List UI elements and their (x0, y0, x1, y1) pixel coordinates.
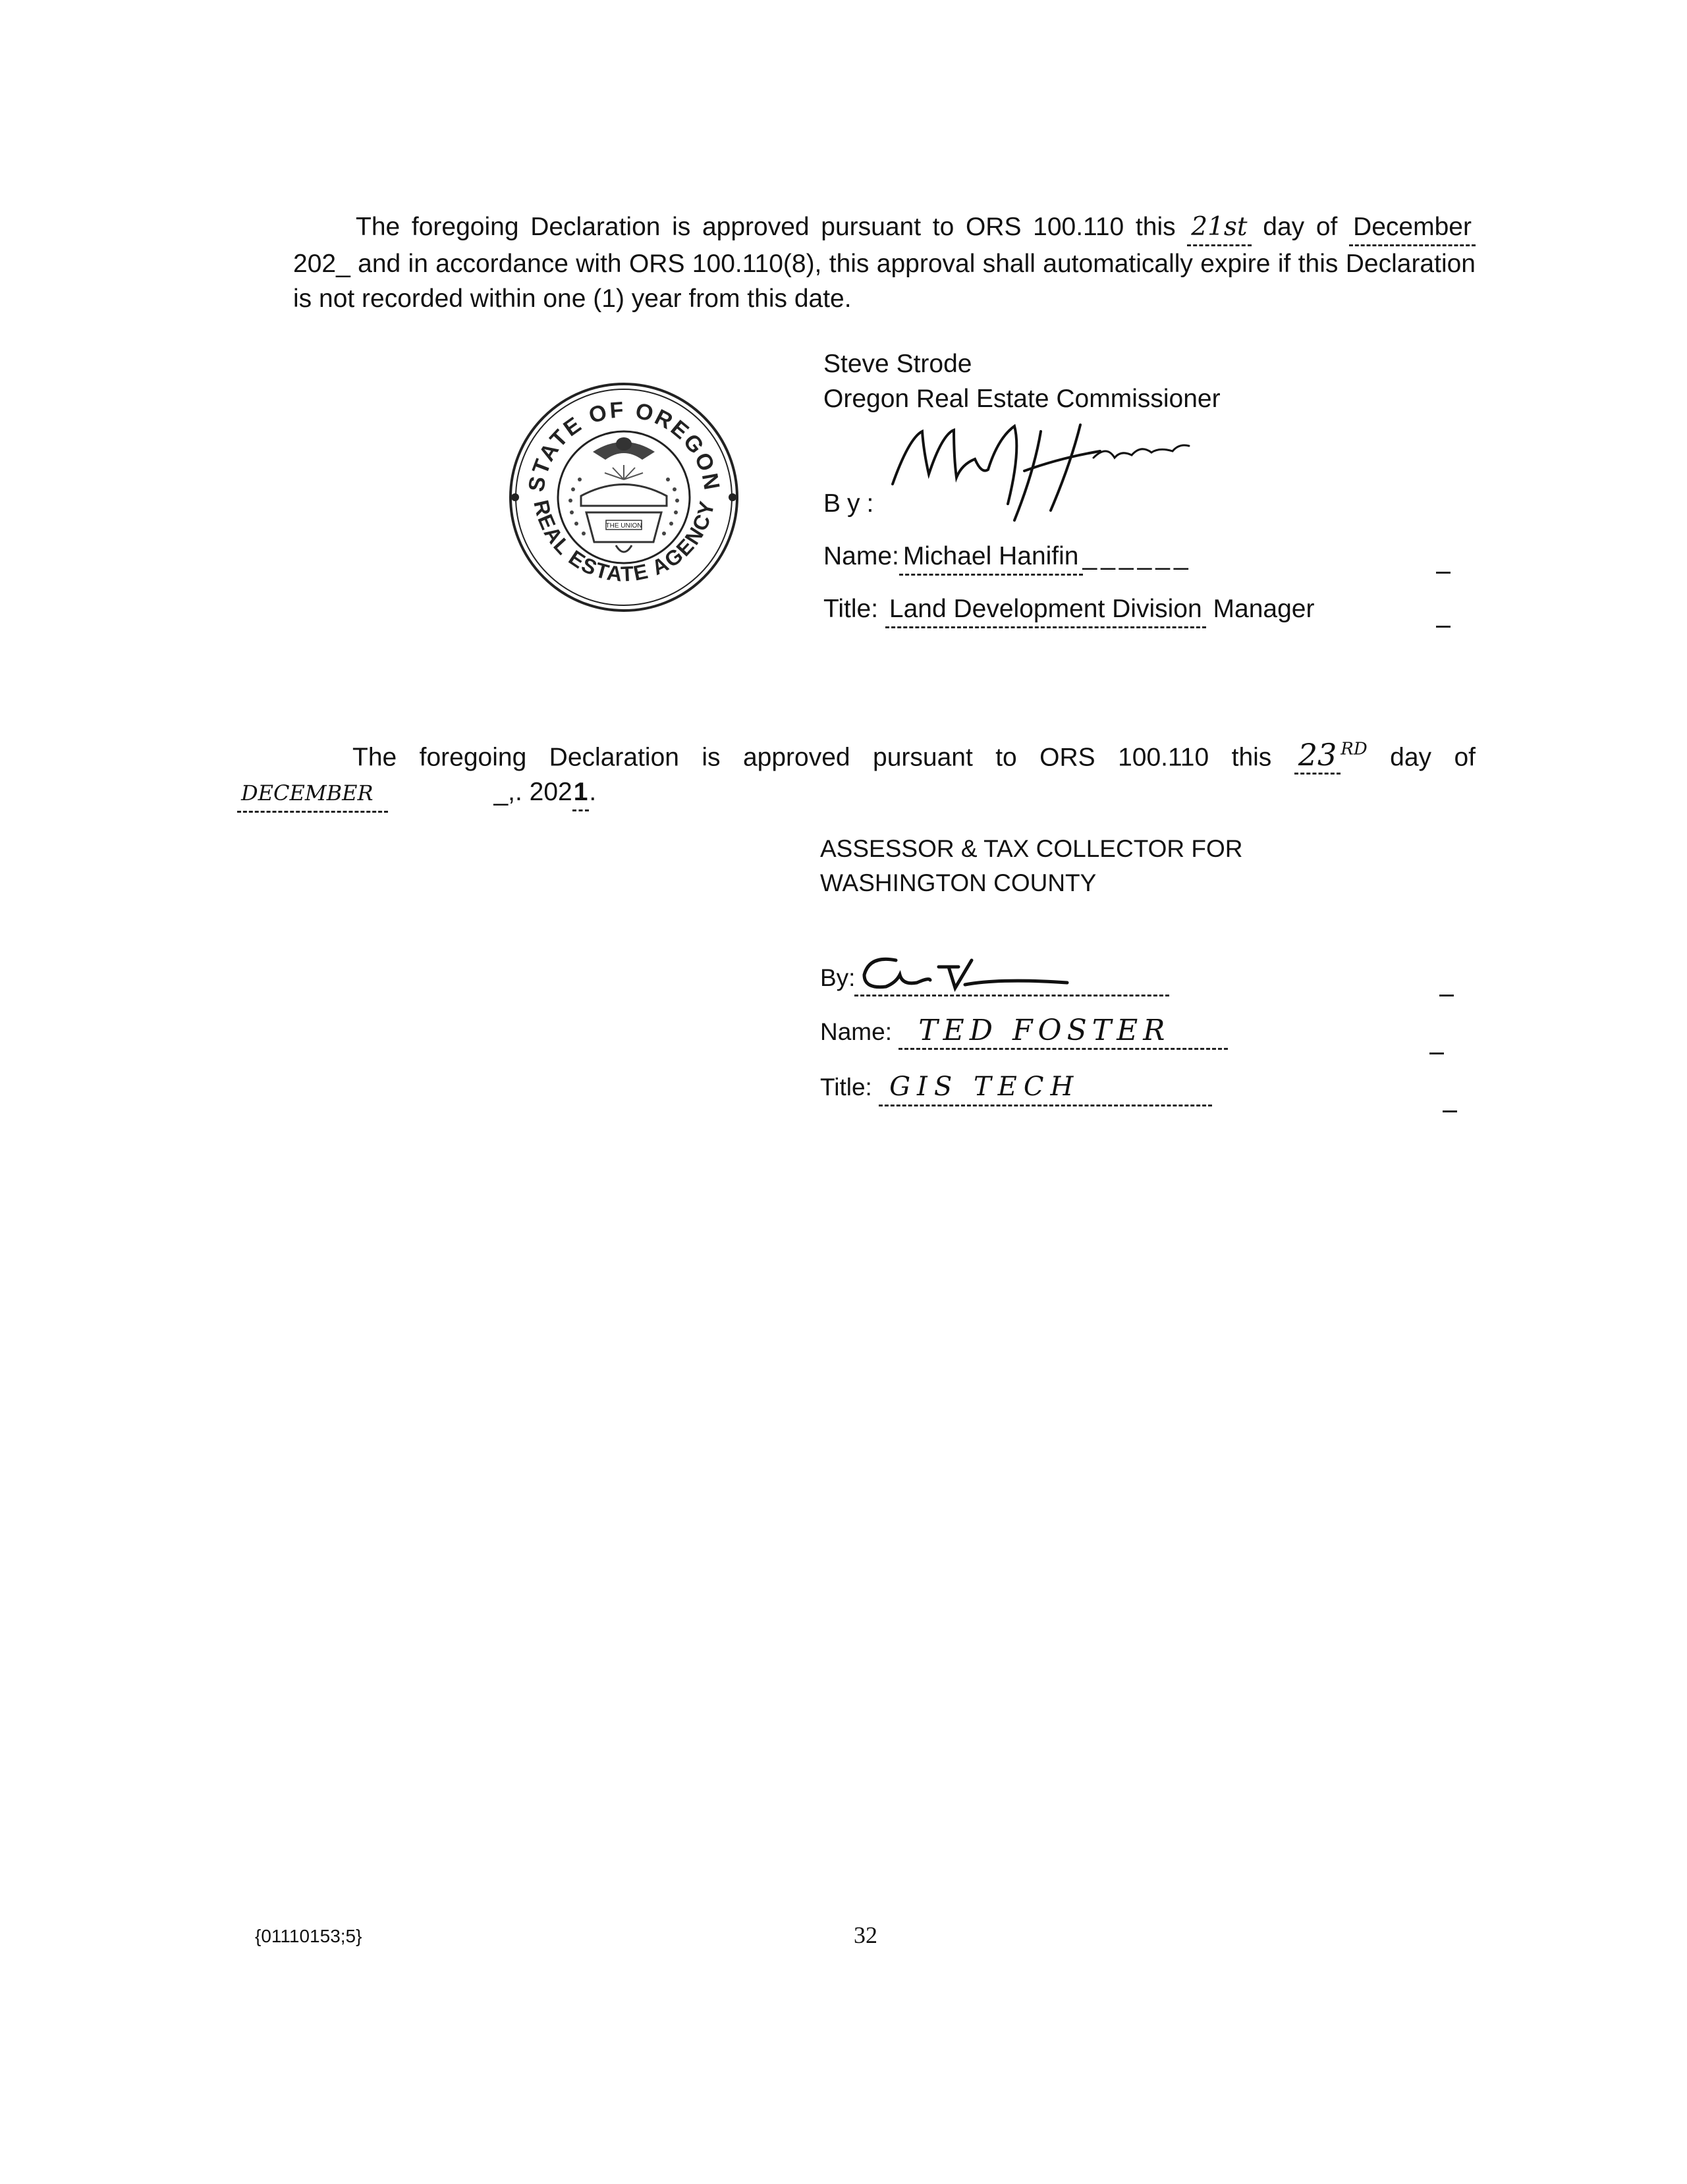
commissioner-name-blank: ______ (1082, 542, 1192, 570)
assessor-name-value: TED FOSTER (899, 1013, 1228, 1050)
approval-1-line-3: is not recorded within one (1) year from this date. (293, 285, 852, 313)
assessor-title-line-2: WASHINGTON COUNTY (820, 869, 1097, 896)
assessor-title-label: Title: (820, 1074, 872, 1101)
approval-1-expiry-text: and in accordance with ORS 100.110(8), this approval shall automatically expire if this Declaration (358, 250, 1476, 278)
svg-text:THE UNION: THE UNION (605, 522, 642, 530)
commissioner-title-line (823, 591, 1314, 628)
approval-1-year: 202_ (293, 250, 350, 278)
approval-paragraph-2 (237, 732, 1476, 813)
commissioner-name: Steve Strode (823, 350, 972, 378)
commissioner-by-label: By: (823, 489, 881, 518)
assessor-title-end-mark (1443, 1110, 1457, 1112)
svg-text:REAL ESTATE AGENCY: REAL ESTATE AGENCY (529, 497, 719, 586)
approval-2-month: DECEMBER (237, 776, 388, 813)
approval-1-text: The foregoing Declaration is approved pursuant to ORS 100.110 this (356, 213, 1176, 241)
approval-1-line-2 (293, 246, 1476, 281)
approval-2-line-1 (237, 732, 1476, 775)
approval-2-year-end: . (589, 778, 597, 807)
assessor-title-line-1: ASSESSOR & TAX COLLECTOR FOR (820, 835, 1243, 862)
approval-2-text: The foregoing Declaration is approved pursuant to ORS 100.110 this (352, 743, 1272, 772)
commissioner-title: Oregon Real Estate Commissioner (823, 385, 1221, 413)
assessor-name-line (820, 1013, 1228, 1050)
approval-2-day-of: day of (1390, 743, 1476, 772)
commissioner-title-suffix: Manager (1213, 595, 1315, 623)
approval-2-line-2 (237, 775, 1476, 813)
assessor-title-line (820, 1070, 1212, 1106)
assessor-name-end-mark (1429, 1052, 1444, 1054)
commissioner-title-label: Title: (823, 595, 879, 623)
commissioner-name-line (823, 539, 1192, 576)
commissioner-signature (883, 412, 1192, 524)
assessor-by-label: By: (820, 964, 856, 991)
approval-2-year-prefix: _,. 202 (493, 778, 572, 807)
assessor-name-label: Name: (820, 1018, 892, 1045)
assessor-by-end-mark (1439, 995, 1454, 996)
commissioner-title-end-mark (1436, 626, 1451, 628)
approval-1-day: 21st (1187, 209, 1251, 246)
document-id: {01110153;5} (255, 1926, 362, 1946)
commissioner-name-label: Name: (823, 542, 899, 570)
approval-2-day: 23 $^{RD}$ (1294, 737, 1368, 773)
assessor-signature (856, 948, 1074, 1004)
approval-1-month: December (1349, 209, 1476, 246)
approval-1-day-of: day of (1263, 213, 1338, 241)
commissioner-name-value: Michael Hanifin (899, 539, 1083, 576)
assessor-by-line (820, 948, 1176, 1001)
page-number: 32 (854, 1922, 877, 1948)
commissioner-name-end-mark (1436, 572, 1451, 574)
approval-1-line-1 (293, 209, 1476, 246)
commissioner-title-value: Land Development Division (885, 591, 1206, 628)
approval-paragraph-1 (293, 209, 1476, 316)
oregon-real-estate-agency-seal (507, 381, 741, 614)
assessor-title-value: GIS TECH (879, 1070, 1212, 1106)
svg-text:STATE OF OREGON: STATE OF OREGON (524, 397, 725, 494)
approval-2-year-value: 1 (572, 775, 590, 811)
